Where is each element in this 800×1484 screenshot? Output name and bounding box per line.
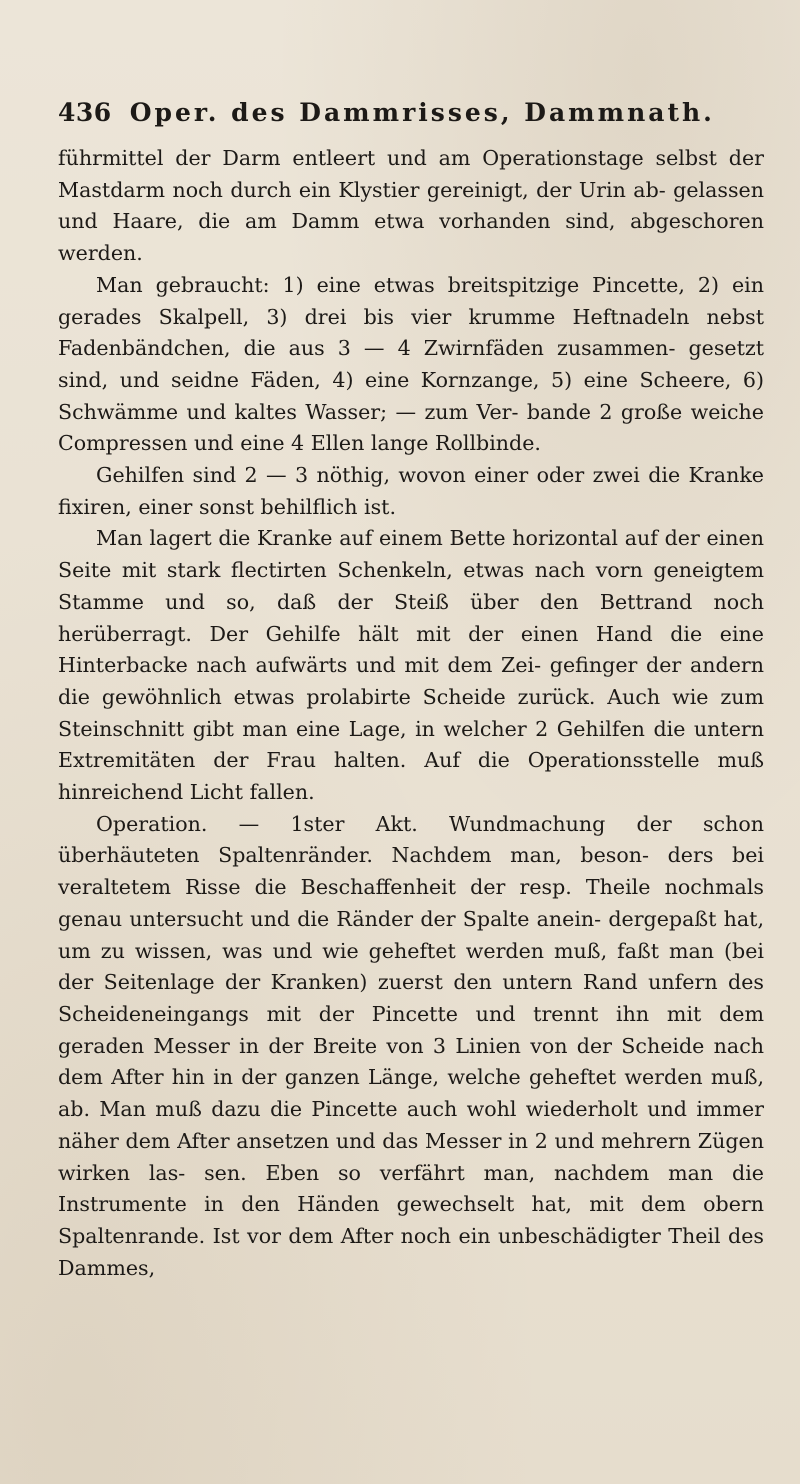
- page-number: 436: [58, 98, 112, 127]
- paragraph-assistants: Gehilfen sind 2 — 3 nöthig, wovon einer oder zwei die Kranke fixiren, einer sonst behilflich ist.: [58, 463, 764, 519]
- paragraph-operation: Operation. — 1ster Akt. Wundmachung der schon überhäuteten Spaltenränder. Nachdem man, beson- ders bei veraltetem Risse die Beschaffenheit der resp. Theile nochmals genau untersucht und die Ränder der Spalte anein- dergepaßt hat, um zu wissen, was und wie geheftet werden muß, faßt man (bei der Seitenlage der Kranken) zuerst den untern Rand unfern des Scheideneingangs mit der Pincette und trennt ihn mit dem geraden Messer in der Breite von 3 Linien von der Scheide nach dem After hin in der ganzen Länge, welche geheftet werden muß, ab. Man muß dazu die Pincette auch wohl wiederholt und immer näher dem After ansetzen und das Messer in 2 und mehrern Zügen wirken las- sen. Eben so verfährt man, nachdem man die Instrumente in den Händen gewechselt hat, mit dem obern Spaltenrande. Ist vor dem After noch ein unbeschädigter Theil des Dammes,: [58, 811, 764, 1280]
- paragraph-positioning: Man lagert die Kranke auf einem Bette horizontal auf der einen Seite mit stark flectirten Schenkeln, etwas nach vorn geneigtem Stamme und so, daß der Steiß über den Bettrand noch herüberragt. Der Gehilfe hält mit der einen Hand die eine Hinterbacke nach aufwärts und mit dem Zei- gefinger der andern die gewöhnlich etwas prolabirte Scheide zurück. Auch wie zum Steinschnitt gibt man eine Lage, in welcher 2 Gehilfen die untern Extremitäten der Frau halten. Auf die Operationsstelle muß hinreichend Licht fallen.: [58, 526, 764, 805]
- paragraph-continuation: führmittel der Darm entleert und am Operationstage selbst der Mastdarm noch durch ein Klystier gereinigt, der Urin ab- gelassen und Haare, die am Damm etwa vorhanden sind, abgeschoren werden.: [58, 146, 764, 266]
- paragraph-instruments: Man gebraucht: 1) eine etwas breitspitzige Pincette, 2) ein gerades Skalpell, 3) drei bis vier krumme Heftnadeln nebst Fadenbändchen, die aus 3 — 4 Zwirnfäden zusammen- gesetzt sind, und seidne Fäden, 4) eine Kornzange, 5) eine Scheere, 6) Schwämme und kaltes Wasser; — zum Ver- bande 2 große weiche Compressen und eine 4 Ellen lange Rollbinde.: [58, 272, 764, 456]
- body-text: [58, 143, 764, 1284]
- running-head: Oper. des Dammrisses, Dammnath.: [129, 98, 715, 127]
- page-header: [58, 98, 750, 138]
